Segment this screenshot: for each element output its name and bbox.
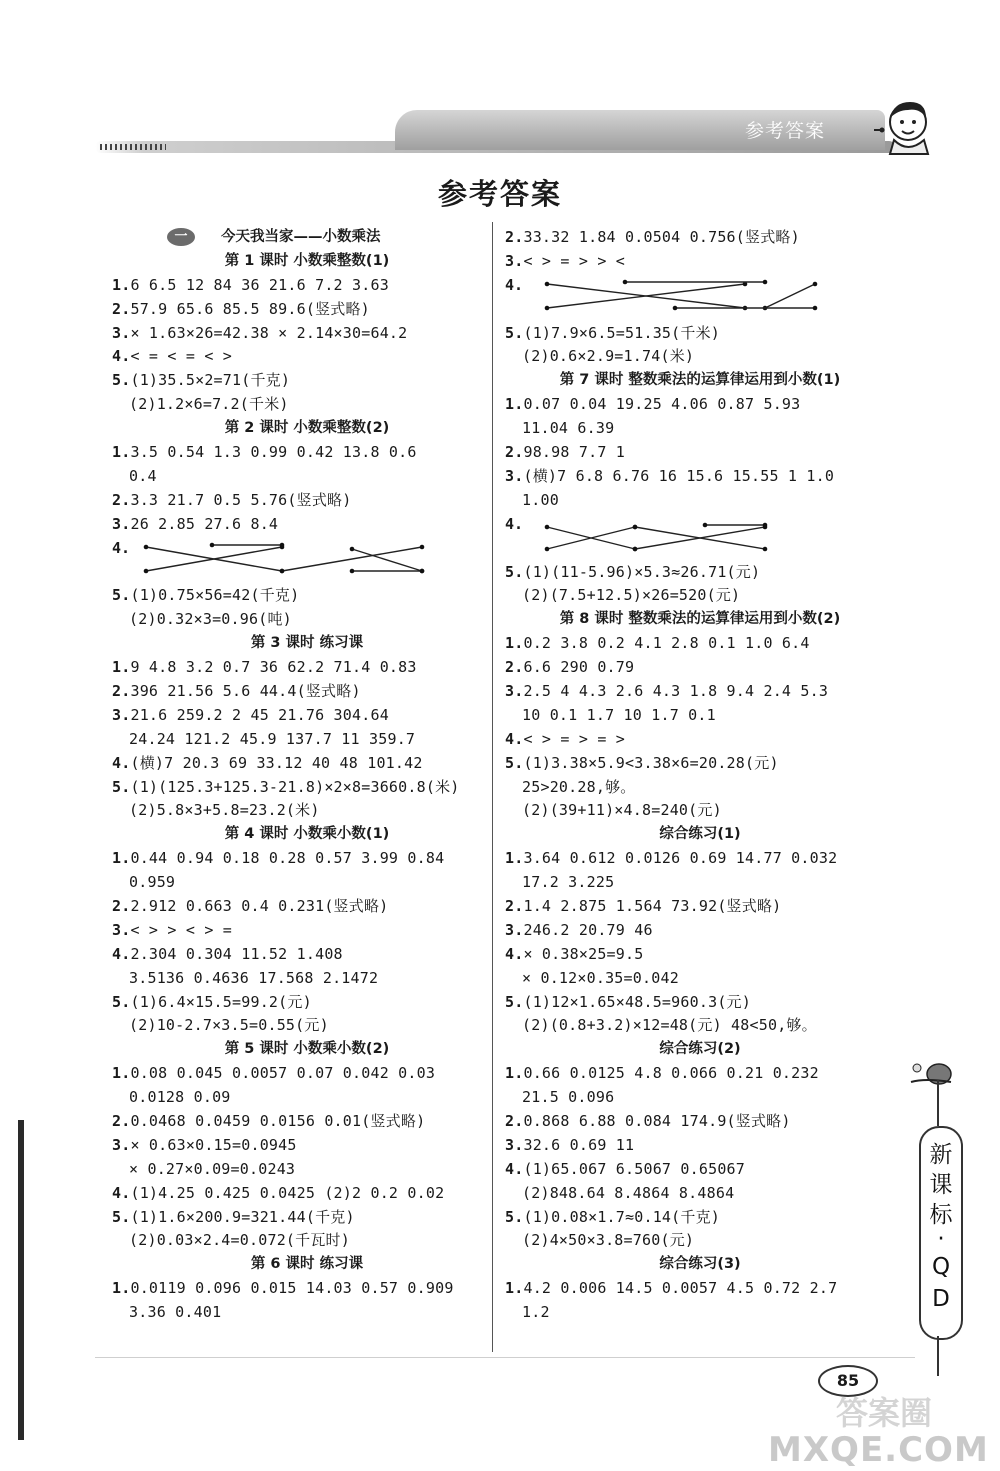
answer-text: 21.6 259.2 2 45 21.76 304.64 — [130, 705, 389, 724]
answer-text: 2.5 4 4.3 2.6 4.3 1.8 9.4 2.4 5.3 — [523, 681, 829, 700]
lesson-heading: 综合练习(1) — [659, 826, 741, 843]
answer-line — [505, 919, 895, 943]
answer-continuation: 1.00 — [522, 490, 559, 509]
question-number: 5. — [505, 562, 524, 581]
matching-dot — [350, 568, 355, 573]
answer-line — [112, 776, 502, 800]
unit-heading — [112, 226, 502, 250]
answer-text: 0.2 3.8 0.2 4.1 2.8 0.1 1.0 6.4 — [523, 634, 810, 653]
answer-line — [112, 489, 502, 513]
answer-line — [112, 680, 502, 704]
answer-continuation: (2)0.6×2.9=1.74(米) — [522, 347, 695, 366]
mascot-boy-icon — [874, 96, 940, 156]
unit-title: 今天我当家——小数乘法 — [221, 229, 381, 245]
question-number: 2. — [112, 1111, 131, 1130]
matching-dot — [633, 524, 638, 529]
answer-line — [505, 991, 895, 1015]
answer-continuation: 25>20.28,够。 — [522, 777, 636, 796]
answer-text: 0.66 0.0125 4.8 0.066 0.21 0.232 — [523, 1064, 819, 1083]
answer-text: (1)(11-5.96)×5.3≈26.71(元) — [523, 562, 761, 581]
question-number: 5. — [112, 992, 131, 1011]
unit-badge-icon — [167, 228, 195, 246]
question-number: 4. — [112, 347, 131, 366]
question-number: 2. — [112, 299, 131, 318]
question-number: 3. — [112, 514, 131, 533]
lesson-heading: 第 7 课时 整数乘法的运算律运用到小数(1) — [559, 372, 841, 389]
question-number: 2. — [505, 896, 524, 915]
lesson-heading: 第 3 课时 练习课 — [250, 635, 364, 652]
bottom-rule — [95, 1357, 915, 1358]
answer-line — [505, 1062, 895, 1086]
answer-text: 26 2.85 27.6 8.4 — [130, 514, 279, 533]
answer-line — [505, 1277, 895, 1301]
answer-diagram — [505, 513, 895, 561]
watermark-site: MXQE.COM — [768, 1430, 989, 1470]
answer-line — [505, 393, 895, 417]
answer-line — [112, 919, 502, 943]
question-number: 5. — [112, 371, 131, 390]
answer-continuation: (2)10-2.7×3.5=0.55(元) — [129, 1016, 329, 1035]
answer-text: (1)65.067 6.5067 0.65067 — [523, 1159, 746, 1178]
question-number: 4. — [505, 729, 524, 748]
answer-line — [112, 369, 502, 393]
answer-line — [505, 250, 895, 274]
answer-text: × 0.63×0.15=0.0945 — [130, 1135, 297, 1154]
question-number: 1. — [112, 1279, 131, 1298]
question-number: 5. — [505, 992, 524, 1011]
question-number: 1. — [112, 658, 131, 677]
matching-line — [765, 284, 815, 308]
side-char: · — [937, 1226, 945, 1252]
question-number: 3. — [505, 920, 524, 939]
page-edge-shadow — [18, 1120, 24, 1440]
question-number: 5. — [112, 777, 131, 796]
answer-text: 9 4.8 3.2 0.7 36 62.2 71.4 0.83 — [130, 658, 417, 677]
matching-dot — [813, 305, 818, 310]
answer-text: 3.3 21.7 0.5 5.76(竖式略) — [130, 490, 352, 509]
question-number: 3. — [112, 1135, 131, 1154]
question-number: 3. — [505, 251, 524, 270]
answer-line — [112, 513, 502, 537]
side-char: 标 — [929, 1202, 953, 1228]
answer-text: 33.32 1.84 0.0504 0.756(竖式略) — [523, 228, 800, 246]
side-stem-top — [937, 1080, 939, 1126]
question-number: 2. — [505, 443, 524, 462]
answer-text: (1)1.6×200.9=321.44(千克) — [130, 1207, 355, 1226]
page-title: 参考答案 — [437, 177, 562, 211]
answer-continuation: (2)1.2×6=7.2(千米) — [129, 395, 289, 414]
question-number: 4. — [505, 1159, 524, 1178]
answer-line — [112, 1182, 502, 1206]
answer-line — [505, 895, 895, 919]
question-number: 1. — [505, 1279, 524, 1298]
lesson-heading: 第 1 课时 小数乘整数(1) — [224, 252, 390, 269]
answer-text: (1)0.75×56=42(千克) — [130, 586, 300, 605]
answer-continuation: 21.5 0.096 — [522, 1088, 615, 1107]
answer-text: (1)7.9×6.5=51.35(千米) — [523, 323, 721, 342]
answer-text: × 1.63×26=42.38 × 2.14×30=64.2 — [130, 323, 408, 342]
answer-line — [112, 847, 502, 871]
answer-text: × 0.38×25=9.5 — [523, 944, 644, 963]
answer-continuation: (2)(39+11)×4.8=240(元) — [522, 801, 722, 820]
answer-text: 4.2 0.006 14.5 0.0057 4.5 0.72 2.7 — [523, 1279, 838, 1298]
matching-dot — [420, 544, 425, 549]
answer-text: (1)4.25 0.425 0.0425 (2)2 0.2 0.02 — [130, 1183, 445, 1202]
matching-dot — [420, 568, 425, 573]
answer-text: 0.0468 0.0459 0.0156 0.01(竖式略) — [130, 1111, 426, 1130]
lesson-heading: 第 6 课时 练习课 — [250, 1256, 364, 1273]
answer-line — [505, 1206, 895, 1230]
answer-line — [505, 943, 895, 967]
question-number: 3. — [505, 466, 524, 485]
lesson-heading: 第 4 课时 小数乘小数(1) — [224, 826, 390, 843]
answer-text: < > = > > < — [523, 251, 626, 270]
answer-continuation: 0.4 — [129, 466, 157, 485]
answer-line — [112, 752, 502, 776]
edition-side-panel — [919, 1126, 963, 1340]
answer-line — [505, 465, 895, 489]
question-number: 4. — [505, 514, 524, 533]
question-number: 5. — [505, 1207, 524, 1226]
answer-line — [112, 322, 502, 346]
answer-text: 32.6 0.69 11 — [523, 1135, 635, 1154]
answer-continuation: × 0.12×0.35=0.042 — [522, 968, 679, 987]
matching-diagram — [505, 274, 825, 322]
question-number: 4. — [505, 275, 524, 294]
answer-text: 6.6 290 0.79 — [523, 658, 635, 677]
answer-line — [112, 704, 502, 728]
matching-dot — [210, 542, 215, 547]
matching-dot — [545, 524, 550, 529]
answer-line — [112, 345, 502, 369]
answers-left-column — [112, 226, 502, 1325]
watermark-answer-circle: 答案圈 — [836, 1394, 933, 1432]
lesson-heading: 第 8 课时 整数乘法的运算律运用到小数(2) — [559, 611, 841, 628]
question-number: 1. — [505, 634, 524, 653]
answer-text: 0.08 0.045 0.0057 0.07 0.042 0.03 — [130, 1064, 436, 1083]
matching-dot — [673, 305, 678, 310]
answer-line — [505, 322, 895, 346]
header-stripes — [100, 144, 166, 150]
answer-continuation: (2)0.32×3=0.96(吨) — [129, 610, 292, 629]
question-number: 1. — [505, 395, 524, 414]
answer-line — [112, 1062, 502, 1086]
question-number: 5. — [112, 586, 131, 605]
question-number: 1. — [112, 849, 131, 868]
answer-line — [112, 584, 502, 608]
lesson-heading: 第 2 课时 小数乘整数(2) — [224, 420, 390, 437]
answer-line — [505, 441, 895, 465]
side-char: 新 — [929, 1142, 953, 1168]
question-number: 5. — [505, 323, 524, 342]
answer-text: 3.64 0.612 0.0126 0.69 14.77 0.032 — [523, 849, 838, 868]
answer-continuation: 24.24 121.2 45.9 137.7 11 359.7 — [129, 729, 416, 748]
page-number: 85 — [818, 1365, 878, 1397]
matching-dot — [763, 546, 768, 551]
answer-text: 0.868 6.88 0.084 174.9(竖式略) — [523, 1111, 791, 1130]
answer-text: (1)3.38×5.9<3.38×6=20.28(元) — [523, 753, 779, 772]
answer-diagram — [505, 274, 895, 322]
matching-dot — [280, 542, 285, 547]
answer-line — [112, 298, 502, 322]
answer-text: 0.44 0.94 0.18 0.28 0.57 3.99 0.84 — [130, 849, 445, 868]
matching-dot — [545, 546, 550, 551]
question-number: 2. — [112, 896, 131, 915]
matching-dot — [763, 279, 768, 284]
matching-dot — [280, 568, 285, 573]
answer-text: 3.5 0.54 1.3 0.99 0.42 13.8 0.6 — [130, 443, 417, 462]
answer-line — [505, 561, 895, 585]
matching-diagram — [112, 537, 432, 585]
answer-line — [505, 728, 895, 752]
answer-continuation: (2)0.03×2.4=0.072(千瓦时) — [129, 1231, 350, 1250]
question-number: 4. — [112, 944, 131, 963]
matching-dot — [350, 546, 355, 551]
answer-text: < > = > = > — [523, 729, 626, 748]
answer-text: 0.0119 0.096 0.015 14.03 0.57 0.909 — [130, 1279, 454, 1298]
header-tab-label: 参考答案 — [745, 120, 826, 142]
answer-continuation: (2)848.64 8.4864 8.4864 — [522, 1183, 735, 1202]
answer-line — [112, 1134, 502, 1158]
answer-text: 57.9 65.6 85.5 89.6(竖式略) — [130, 299, 370, 318]
lesson-heading: 综合练习(2) — [659, 1041, 741, 1058]
answer-text: 0.07 0.04 19.25 4.06 0.87 5.93 — [523, 395, 801, 414]
answer-line — [505, 752, 895, 776]
question-number: 2. — [112, 490, 131, 509]
matching-dot — [545, 305, 550, 310]
answer-continuation: 3.5136 0.4636 17.568 2.1472 — [129, 968, 379, 987]
answer-line — [505, 632, 895, 656]
answer-line — [112, 656, 502, 680]
answer-line — [505, 847, 895, 871]
answer-text: (1)12×1.65×48.5=960.3(元) — [523, 992, 751, 1011]
matching-diagram — [505, 513, 825, 561]
matching-dot — [623, 279, 628, 284]
answer-line — [505, 226, 895, 250]
lesson-heading: 综合练习(3) — [659, 1256, 741, 1273]
answer-continuation: 1.2 — [522, 1303, 550, 1322]
answer-text: (1)35.5×2=71(千克) — [130, 371, 291, 390]
question-number: 2. — [112, 681, 131, 700]
answer-line — [505, 1110, 895, 1134]
answer-text: (横)7 6.8 6.76 16 15.6 15.55 1 1.0 — [523, 466, 835, 485]
answer-line — [505, 680, 895, 704]
answer-continuation: (2)(0.8+3.2)×12=48(元) 48<50,够。 — [522, 1016, 817, 1035]
matching-dot — [144, 544, 149, 549]
answer-text: 396 21.56 5.6 44.4(竖式略) — [130, 681, 361, 700]
side-char: D — [932, 1286, 950, 1312]
question-number: 5. — [112, 1207, 131, 1226]
answer-continuation: 11.04 6.39 — [522, 419, 615, 438]
question-number: 4. — [112, 753, 131, 772]
question-number: 3. — [112, 705, 131, 724]
question-number: 3. — [505, 681, 524, 700]
answer-line — [112, 991, 502, 1015]
answer-continuation: (2)4×50×3.8=760(元) — [522, 1231, 695, 1250]
answer-text: (横)7 20.3 69 33.12 40 48 101.42 — [130, 753, 423, 772]
answer-text: 246.2 20.79 46 — [523, 920, 653, 939]
answer-text: 2.912 0.663 0.4 0.231(竖式略) — [130, 896, 389, 915]
matching-dot — [703, 522, 708, 527]
question-number: 1. — [112, 443, 131, 462]
matching-dot — [633, 546, 638, 551]
answer-line — [112, 1277, 502, 1301]
answer-continuation: 0.0128 0.09 — [129, 1088, 231, 1107]
question-number: 1. — [112, 1064, 131, 1083]
question-number: 4. — [112, 1183, 131, 1202]
matching-dot — [545, 281, 550, 286]
lesson-heading: 第 5 课时 小数乘小数(2) — [224, 1041, 390, 1058]
answer-continuation: 10 0.1 1.7 10 1.7 0.1 — [522, 705, 716, 724]
answer-continuation: 17.2 3.225 — [522, 873, 615, 892]
answer-text: (1)6.4×15.5=99.2(元) — [130, 992, 312, 1011]
matching-dot — [763, 522, 768, 527]
answer-diagram — [112, 537, 502, 585]
answer-continuation: (2)(7.5+12.5)×26=520(元) — [522, 586, 741, 605]
question-number: 4. — [112, 538, 131, 557]
question-number: 1. — [505, 1064, 524, 1083]
question-number: 4. — [505, 944, 524, 963]
answer-text: < = < = < > — [130, 347, 233, 366]
answer-text: 1.4 2.875 1.564 73.92(竖式略) — [523, 896, 782, 915]
answer-continuation: 3.36 0.401 — [129, 1303, 222, 1322]
answer-line — [112, 1110, 502, 1134]
question-number: 2. — [505, 228, 524, 246]
question-number: 1. — [112, 275, 131, 294]
answer-text: 98.98 7.7 1 — [523, 443, 626, 462]
answer-text: (1)0.08×1.7≈0.14(千克) — [523, 1207, 721, 1226]
answer-line — [505, 1158, 895, 1182]
unit-badge-label: 一 — [174, 229, 188, 244]
answer-line — [112, 1206, 502, 1230]
question-number: 2. — [505, 1111, 524, 1130]
snail-icon — [907, 1060, 959, 1086]
question-number: 5. — [505, 753, 524, 772]
answer-continuation: × 0.27×0.09=0.0243 — [129, 1159, 296, 1178]
question-number: 3. — [112, 323, 131, 342]
question-number: 3. — [505, 1135, 524, 1154]
answer-text: < > > < > = — [130, 920, 233, 939]
answer-line — [112, 274, 502, 298]
answer-line — [112, 943, 502, 967]
answer-text: 6 6.5 12 84 36 21.6 7.2 3.63 — [130, 275, 389, 294]
question-number: 2. — [505, 658, 524, 677]
answer-line — [112, 895, 502, 919]
side-char: Q — [931, 1254, 951, 1280]
question-number: 1. — [505, 849, 524, 868]
side-char: 课 — [929, 1172, 953, 1198]
side-stem-bottom — [937, 1336, 939, 1376]
answer-continuation: 0.959 — [129, 873, 176, 892]
answer-text: 2.304 0.304 11.52 1.408 — [130, 944, 343, 963]
question-number: 3. — [112, 920, 131, 939]
answer-line — [505, 656, 895, 680]
answers-right-column — [505, 226, 895, 1325]
answer-continuation: (2)5.8×3+5.8=23.2(米) — [129, 801, 320, 820]
answer-text: (1)(125.3+125.3-21.8)×2×8=3660.8(米) — [130, 777, 460, 796]
matching-dot — [813, 281, 818, 286]
matching-dot — [144, 568, 149, 573]
answer-line — [112, 441, 502, 465]
answer-line — [505, 1134, 895, 1158]
